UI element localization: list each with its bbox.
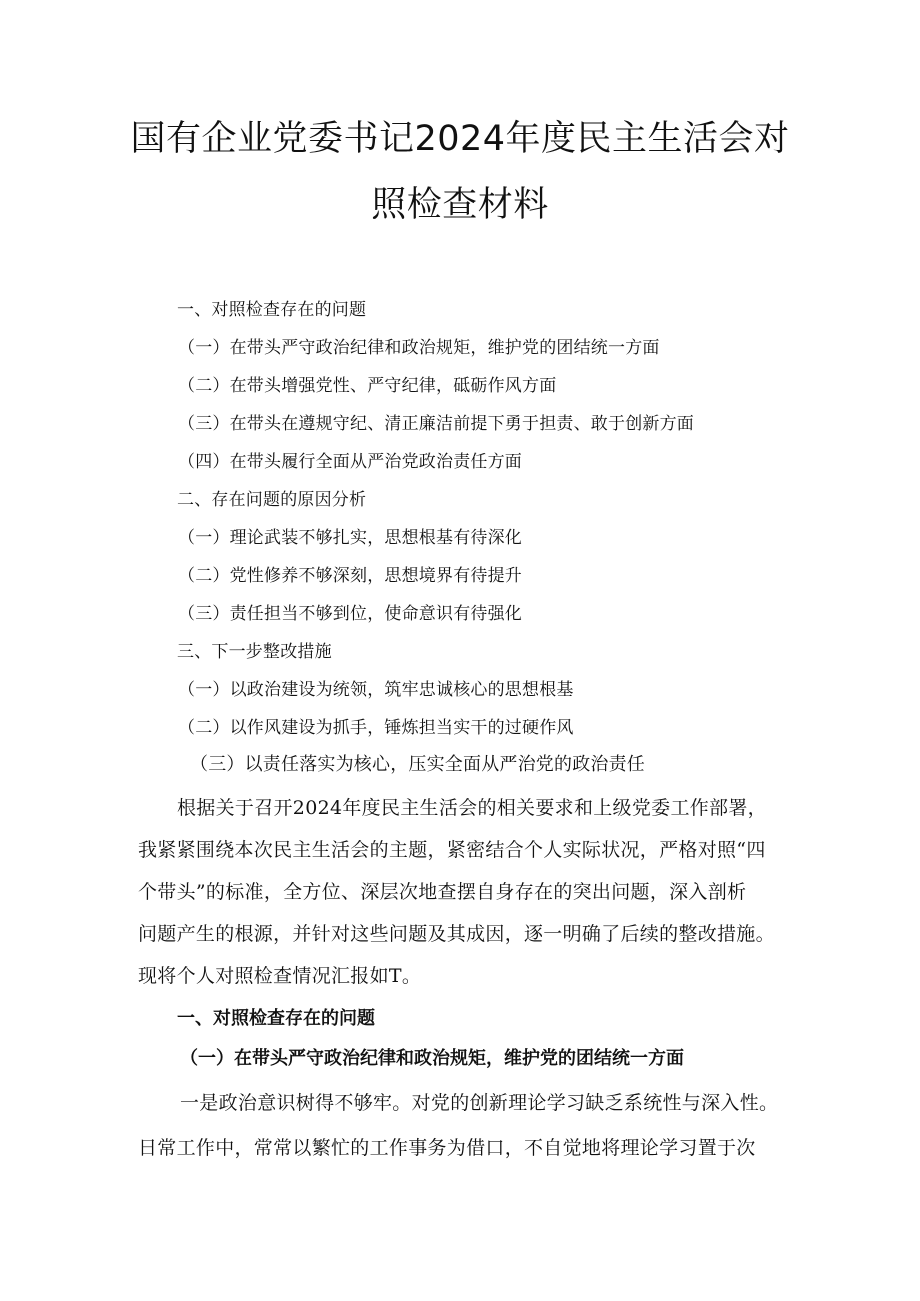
toc-item: （一）在带头严守政治纪律和政治规矩，维护党的团结统一方面 [178, 338, 660, 358]
intro-line: 我紧紧围绕本次民主生活会的主题，紧密结合个人实际状况，严格对照“四 [138, 839, 766, 861]
intro-line: 个带头”的标准，全方位、深层次地查摆自身存在的突出问题，深入剖析 [138, 881, 747, 903]
toc-item: （三）以责任落实为核心，压实全面从严治党的政治责任 [190, 754, 645, 775]
toc-item: （三）在带头在遵规守纪、清正廉洁前提下勇于担责、敢于创新方面 [178, 414, 694, 434]
intro-line: 现将个人对照检查情况汇报如T。 [138, 965, 422, 987]
subsection-heading-1: （一）在带头严守政治纪律和政治规矩，维护党的团结统一方面 [180, 1048, 684, 1069]
toc-heading-2: 二、存在问题的原因分析 [177, 490, 367, 510]
toc-item: （三）责任担当不够到位，使命意识有待强化 [178, 604, 522, 624]
section-heading-1: 一、对照检查存在的问题 [177, 1008, 375, 1029]
toc-item: （二）党性修养不够深刻，思想境界有待提升 [178, 566, 522, 586]
intro-line: 问题产生的根源，并针对这些问题及其成因，逐一明确了后续的整改措施。 [138, 923, 775, 945]
body-line: 日常工作中，常常以繁忙的工作事务为借口，不自觉地将理论学习置于次 [138, 1137, 756, 1159]
toc-item: （二）在带头增强党性、严守纪律，砥砺作风方面 [178, 376, 557, 396]
toc-heading-1: 一、对照检查存在的问题 [177, 300, 367, 320]
body-line: 一是政治意识树得不够牢。对党的创新理论学习缺乏系统性与深入性。 [180, 1092, 779, 1114]
toc-item: （一）以政治建设为统领，筑牢忠诚核心的思想根基 [178, 680, 574, 700]
toc-item: （二）以作风建设为抓手，锤炼担当实干的过硬作风 [178, 718, 574, 738]
toc-heading-3: 三、下一步整改措施 [177, 642, 332, 662]
document-title-line-1: 国有企业党委书记2024年度民主生活会对 [130, 119, 790, 159]
toc-item: （一）理论武装不够扎实，思想根基有待深化 [178, 528, 522, 548]
document-title-line-2: 照检查材料 [371, 185, 549, 225]
intro-line: 根据关于召开2024年度民主生活会的相关要求和上级党委工作部署， [177, 797, 767, 819]
toc-item: （四）在带头履行全面从严治党政治责任方面 [178, 452, 522, 472]
